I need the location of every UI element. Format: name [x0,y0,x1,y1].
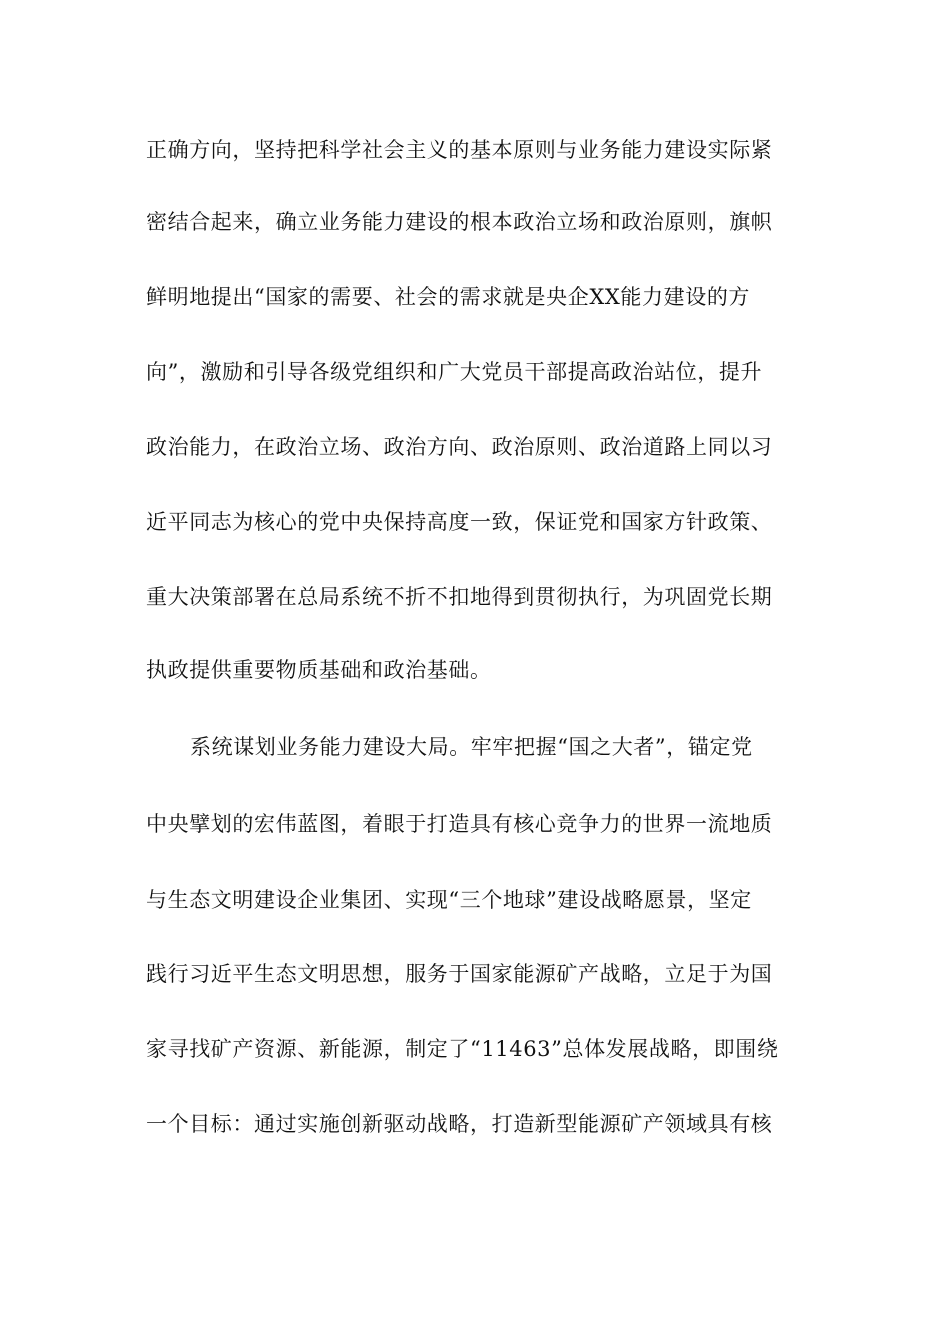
paragraph-line: 正确方向，坚持把科学社会主义的基本原则与业务能力建设实际紧 [146,138,773,162]
paragraph-line: 系统谋划业务能力建设大局。牢牢把握“国之大者”，锚定党 [190,735,753,759]
paragraph-line: 践行习近平生态文明思想，服务于国家能源矿产战略，立足于为国 [146,962,773,986]
paragraph-line: 重大决策部署在总局系统不折不扣地得到贯彻执行，为巩固党长期 [146,585,773,609]
paragraph-line: 鲜明地提出“国家的需要、社会的需求就是央企XX能力建设的方 [146,285,751,309]
paragraph-line: 执政提供重要物质基础和政治基础。 [146,658,492,682]
paragraph-line: 政治能力，在政治立场、政治方向、政治原则、政治道路上同以习 [146,435,773,459]
paragraph-line: 与生态文明建设企业集团、实现“三个地球”建设战略愿景，坚定 [146,888,752,912]
paragraph-line: 一个目标：通过实施创新驱动战略，打造新型能源矿产领域具有核 [146,1112,773,1136]
paragraph-line: 向”，激励和引导各级党组织和广大党员干部提高政治站位，提升 [146,360,763,384]
paragraph-line: 密结合起来，确立业务能力建设的根本政治立场和政治原则，旗帜 [146,210,773,234]
paragraph-line: 家寻找矿产资源、新能源，制定了“11463”总体发展战略，即围绕 [146,1037,779,1061]
paragraph-line: 近平同志为核心的党中央保持高度一致，保证党和国家方针政策、 [146,510,773,534]
paragraph-line: 中央擘划的宏伟蓝图，着眼于打造具有核心竞争力的世界一流地质 [146,812,773,836]
